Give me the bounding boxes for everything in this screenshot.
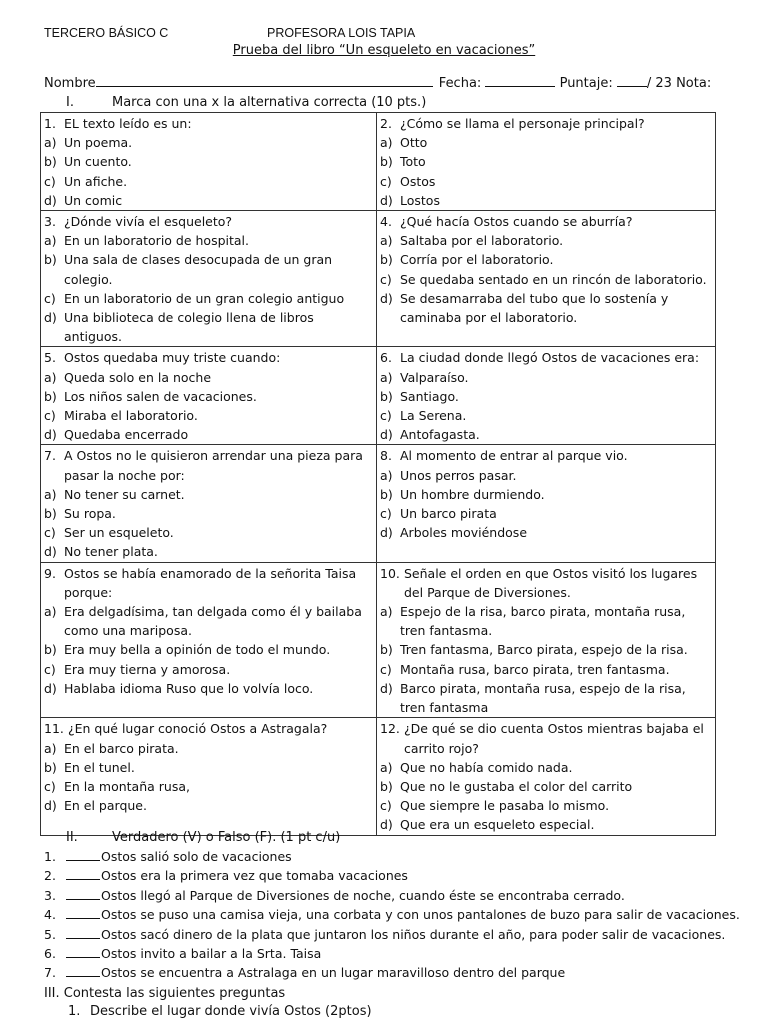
answer-option[interactable] xyxy=(380,523,712,542)
question-stem xyxy=(44,114,373,133)
option-letter: b) xyxy=(380,388,393,404)
option-text: En la montaña rusa, xyxy=(64,778,190,794)
section-2-heading xyxy=(66,830,340,845)
option-text: Un poema. xyxy=(64,135,133,151)
option-letter: c) xyxy=(44,408,56,424)
option-letter: a) xyxy=(44,233,57,249)
option-letter: c) xyxy=(44,290,56,306)
question-cell xyxy=(41,718,377,835)
option-letter: c) xyxy=(380,798,392,814)
option-letter: d) xyxy=(44,544,57,560)
question-text: La ciudad donde llegó Ostos de vacaciones era: xyxy=(400,350,700,366)
question-row xyxy=(41,718,716,835)
option-text: Miraba el laboratorio. xyxy=(64,408,198,424)
option-text: Quedaba encerrado xyxy=(64,427,189,443)
question-text: Ostos quedaba muy triste cuando: xyxy=(64,350,281,366)
option-text: Lostos xyxy=(400,192,440,208)
answer-option[interactable] xyxy=(44,368,373,387)
option-letter: c) xyxy=(44,661,56,677)
option-letter: d) xyxy=(44,798,57,814)
answer-option[interactable] xyxy=(44,796,373,815)
option-text: Tren fantasma, Barco pirata, espejo de la risa. xyxy=(400,642,688,658)
puntaje-total: / 23 xyxy=(646,76,672,91)
statement-text: Ostos llegó al Parque de Diversiones de noche, cuando éste se encontraba cerrado. xyxy=(101,887,625,903)
option-text: Santiago. xyxy=(400,388,459,404)
true-false-item xyxy=(44,849,292,864)
question-number: 7. xyxy=(44,448,56,464)
option-text: Era muy tierna y amorosa. xyxy=(64,661,231,677)
option-letter: c) xyxy=(380,173,392,189)
section-1-heading xyxy=(66,95,426,110)
option-letter: a) xyxy=(44,486,57,502)
question-number: 8. xyxy=(380,448,392,464)
answer-blank[interactable] xyxy=(66,907,100,919)
option-letter: b) xyxy=(380,778,393,794)
option-text: No tener su carnet. xyxy=(64,486,185,502)
question-cell xyxy=(377,718,716,835)
option-letter: b) xyxy=(380,486,393,502)
item-number: 2. xyxy=(44,868,56,884)
question-cell xyxy=(377,347,716,445)
option-text: Unos perros pasar. xyxy=(400,467,517,483)
answer-option[interactable] xyxy=(380,133,712,152)
option-text: Su ropa. xyxy=(64,506,116,522)
puntaje-label: Puntaje: xyxy=(559,76,613,91)
question-text: ¿Qué hacía Ostos cuando se aburría? xyxy=(400,214,633,230)
option-letter: d) xyxy=(44,310,57,326)
answer-option[interactable] xyxy=(44,133,373,152)
question-row xyxy=(41,211,716,347)
option-letter: c) xyxy=(380,408,392,424)
question-stem xyxy=(44,212,373,231)
option-letter: d) xyxy=(44,680,57,696)
answer-option[interactable] xyxy=(380,485,712,504)
question-number: 4. xyxy=(380,214,392,230)
option-letter: b) xyxy=(380,252,393,268)
multiple-choice-table xyxy=(40,112,716,836)
answer-option[interactable] xyxy=(380,679,712,717)
option-letter: a) xyxy=(44,740,57,756)
question-stem xyxy=(380,348,712,367)
answer-option[interactable] xyxy=(44,523,373,542)
section-3-heading: III. Contesta las siguientes preguntas xyxy=(44,986,286,1001)
option-text: Arboles moviéndose xyxy=(400,525,528,541)
option-text: Un afiche. xyxy=(64,173,128,189)
option-letter: d) xyxy=(380,680,393,696)
question-stem xyxy=(380,114,712,133)
puntaje-field[interactable] xyxy=(617,75,647,87)
answer-option[interactable] xyxy=(44,425,373,444)
option-letter: a) xyxy=(380,467,393,483)
true-false-item xyxy=(44,946,321,961)
option-letter: c) xyxy=(380,506,392,522)
question-number: 10. xyxy=(380,565,400,581)
answer-option[interactable] xyxy=(380,152,712,171)
question-number: 9. xyxy=(44,565,56,581)
option-letter: a) xyxy=(380,135,393,151)
question-text: Ostos se había enamorado de la señorita Taisa porque: xyxy=(64,565,357,600)
answer-option[interactable] xyxy=(380,602,712,640)
statement-text: Ostos salió solo de vacaciones xyxy=(101,849,292,864)
statement-text: Ostos sacó dinero de la plata que juntaron los niños durante el año, para poder salir de vacaciones. xyxy=(101,926,726,942)
option-text: Ostos xyxy=(400,173,436,189)
option-text: En el barco pirata. xyxy=(64,740,179,756)
question-stem xyxy=(44,446,373,484)
question-stem xyxy=(380,446,712,465)
option-text: Hablaba idioma Ruso que lo volvía loco. xyxy=(64,680,314,696)
question-stem xyxy=(380,212,712,231)
option-letter: d) xyxy=(44,427,57,443)
answer-option[interactable] xyxy=(44,172,373,191)
answer-option[interactable] xyxy=(44,387,373,406)
option-letter: d) xyxy=(380,427,393,443)
question-stem xyxy=(380,564,712,602)
option-text: Valparaíso. xyxy=(400,369,469,385)
answer-option[interactable] xyxy=(380,466,712,485)
nombre-field[interactable] xyxy=(96,75,433,87)
option-text: En un laboratorio de hospital. xyxy=(64,233,250,249)
statement-text: Ostos se encuentra a Astralaga en un lugar maravilloso dentro del parque xyxy=(101,965,566,981)
question-number: 1. xyxy=(44,116,56,131)
answer-option[interactable] xyxy=(44,152,373,171)
answer-blank[interactable] xyxy=(66,888,100,900)
question-text: A Ostos no le quisieron arrendar una pieza para pasar la noche por: xyxy=(64,448,363,483)
option-letter: c) xyxy=(380,271,392,287)
option-text: Que no había comido nada. xyxy=(400,759,573,775)
question-text: ¿Dónde vivía el esqueleto? xyxy=(64,214,233,230)
question-number: 3. xyxy=(44,214,56,230)
option-letter: d) xyxy=(380,192,393,208)
answer-option[interactable] xyxy=(44,640,373,659)
answer-option[interactable] xyxy=(380,387,712,406)
question-number: 11. xyxy=(44,721,64,737)
answer-blank[interactable] xyxy=(66,868,100,880)
true-false-item xyxy=(44,965,565,980)
option-text: Que era un esqueleto especial. xyxy=(400,817,595,833)
option-text: Corría por el laboratorio. xyxy=(400,252,554,268)
question-stem xyxy=(380,719,712,757)
statement-text: Ostos era la primera vez que tomaba vacaciones xyxy=(101,868,408,884)
option-text: Toto xyxy=(400,154,426,170)
answer-option[interactable] xyxy=(380,504,712,523)
answer-option[interactable] xyxy=(380,172,712,191)
option-letter: b) xyxy=(44,759,57,775)
question-cell xyxy=(377,445,716,562)
option-text: Montaña rusa, barco pirata, tren fantasma. xyxy=(400,661,670,677)
answer-option[interactable] xyxy=(380,815,712,834)
answer-option[interactable] xyxy=(44,660,373,679)
option-text: En un laboratorio de un gran colegio antiguo xyxy=(64,290,345,306)
option-letter: c) xyxy=(44,173,56,189)
answer-blank[interactable] xyxy=(66,849,100,861)
option-letter: a) xyxy=(380,233,393,249)
open-question-text: Describe el lugar donde vivía Ostos (2ptos) xyxy=(90,1004,372,1019)
section-1-instruction: Marca con una x la alternativa correcta (10 pts.) xyxy=(112,95,427,110)
question-cell xyxy=(377,113,716,211)
section-1-number: I. xyxy=(66,95,74,110)
true-false-item xyxy=(44,927,725,942)
option-text: Una sala de clases desocupada de un gran colegio. xyxy=(64,252,333,287)
option-text: Barco pirata, montaña rusa, espejo de la risa, tren fantasma xyxy=(400,680,686,716)
answer-option[interactable] xyxy=(380,640,712,659)
item-number: 3. xyxy=(44,887,56,903)
option-letter: b) xyxy=(44,154,57,170)
option-text: Espejo de la risa, barco pirata, montaña rusa, tren fantasma. xyxy=(400,604,686,639)
answer-option[interactable] xyxy=(44,308,373,346)
option-letter: a) xyxy=(44,135,57,151)
option-letter: b) xyxy=(44,388,57,404)
true-false-item xyxy=(44,907,740,922)
answer-option[interactable] xyxy=(380,368,712,387)
option-letter: c) xyxy=(44,778,56,794)
option-letter: d) xyxy=(380,290,393,306)
option-text: Era delgadísima, tan delgada como él y bailaba como una mariposa. xyxy=(64,604,362,639)
answer-option[interactable] xyxy=(44,485,373,504)
answer-blank[interactable] xyxy=(66,927,100,939)
answer-option[interactable] xyxy=(380,777,712,796)
question-cell xyxy=(41,347,377,445)
question-row xyxy=(41,113,716,211)
question-text: ¿En qué lugar conoció Ostos a Astragala? xyxy=(68,721,328,737)
question-text: EL texto leído es un: xyxy=(64,116,192,131)
answer-option[interactable] xyxy=(380,191,712,210)
question-row xyxy=(41,347,716,445)
true-false-item xyxy=(44,868,408,883)
option-letter: d) xyxy=(380,817,393,833)
option-letter: d) xyxy=(380,525,393,541)
answer-option[interactable] xyxy=(44,406,373,425)
question-text: Al momento de entrar al parque vio. xyxy=(400,448,628,464)
answer-option[interactable] xyxy=(44,250,373,288)
item-number: 1. xyxy=(44,849,56,864)
document-title: Prueba del libro “Un esqueleto en vacaciones” xyxy=(232,43,536,58)
question-cell xyxy=(377,562,716,718)
option-text: Ser un esqueleto. xyxy=(64,525,174,541)
answer-option[interactable] xyxy=(380,289,712,327)
item-number: 4. xyxy=(44,907,56,923)
statement-text: Ostos invito a bailar a la Srta. Taisa xyxy=(101,946,322,961)
item-number: 7. xyxy=(44,965,56,981)
option-text: Era muy bella a opinión de todo el mundo. xyxy=(64,642,331,658)
student-info-line xyxy=(44,75,724,91)
fecha-label: Fecha: xyxy=(438,76,482,91)
option-text: Se quedaba sentado en un rincón de laboratorio. xyxy=(400,271,707,287)
section-2-instruction: Verdadero (V) o Falso (F). (1 pt c/u) xyxy=(112,830,341,845)
question-cell xyxy=(41,445,377,562)
question-number: 2. xyxy=(380,116,392,131)
option-letter: d) xyxy=(44,192,57,208)
answer-option[interactable] xyxy=(380,425,712,444)
answer-option[interactable] xyxy=(44,758,373,777)
answer-option[interactable] xyxy=(44,602,373,640)
option-text: Un barco pirata xyxy=(400,506,497,522)
answer-blank[interactable] xyxy=(66,946,100,958)
question-stem xyxy=(44,564,373,602)
option-text: Queda solo en la noche xyxy=(64,369,212,385)
option-letter: b) xyxy=(44,506,57,522)
nota-label: Nota: xyxy=(676,76,712,91)
option-letter: a) xyxy=(44,604,57,620)
question-number: 5. xyxy=(44,350,56,366)
option-text: Saltaba por el laboratorio. xyxy=(400,233,564,249)
question-text: ¿Cómo se llama el personaje principal? xyxy=(400,116,645,131)
answer-option[interactable] xyxy=(380,796,712,815)
option-letter: c) xyxy=(380,661,392,677)
fecha-field[interactable] xyxy=(485,75,555,87)
question-cell xyxy=(41,562,377,718)
answer-blank[interactable] xyxy=(66,965,100,977)
question-row xyxy=(41,445,716,562)
option-text: Antofagasta. xyxy=(400,427,480,443)
option-text: Que no le gustaba el color del carrito xyxy=(400,778,633,794)
option-text: Una biblioteca de colegio llena de libros antiguos. xyxy=(64,310,314,345)
option-letter: b) xyxy=(380,154,393,170)
question-cell xyxy=(41,211,377,347)
option-text: Se desamarraba del tubo que lo sostenía y caminaba por el laboratorio. xyxy=(400,290,669,326)
option-letter: a) xyxy=(380,604,393,620)
answer-option[interactable] xyxy=(44,777,373,796)
answer-option[interactable] xyxy=(44,542,373,561)
option-text: La Serena. xyxy=(400,408,467,424)
option-text: Un comic xyxy=(64,192,123,208)
question-number: 6. xyxy=(380,350,392,366)
option-text: En el parque. xyxy=(64,798,147,814)
section-2-number: II. xyxy=(66,830,78,845)
option-text: No tener plata. xyxy=(64,544,158,560)
answer-option[interactable] xyxy=(44,191,373,210)
statement-text: Ostos se puso una camisa vieja, una corbata y con unos pantalones de buzo para salir de vacaciones. xyxy=(101,907,740,923)
answer-option[interactable] xyxy=(380,250,712,269)
option-letter: a) xyxy=(380,759,393,775)
option-letter: c) xyxy=(44,525,56,541)
option-letter: a) xyxy=(44,369,57,385)
answer-option[interactable] xyxy=(44,739,373,758)
answer-option[interactable] xyxy=(380,231,712,250)
answer-option[interactable] xyxy=(44,231,373,250)
question-number: 12. xyxy=(380,721,400,737)
option-text: Los niños salen de vacaciones. xyxy=(64,388,257,404)
question-text: Señale el orden en que Ostos visitó los lugares del Parque de Diversiones. xyxy=(404,565,698,600)
question-stem xyxy=(44,719,373,738)
answer-option[interactable] xyxy=(380,270,712,289)
item-number: 6. xyxy=(44,946,56,961)
true-false-item xyxy=(44,888,625,903)
option-text: Un cuento. xyxy=(64,154,132,170)
item-number: 5. xyxy=(44,926,56,942)
answer-option[interactable] xyxy=(44,504,373,523)
option-letter: b) xyxy=(44,252,57,268)
option-text: En el tunel. xyxy=(64,759,135,775)
nombre-label: Nombre xyxy=(44,76,96,91)
answer-option[interactable] xyxy=(380,758,712,777)
open-question xyxy=(68,1004,372,1019)
teacher-label: PROFESORA LOIS TAPIA xyxy=(267,26,416,40)
course-label: TERCERO BÁSICO C xyxy=(44,26,169,40)
answer-option[interactable] xyxy=(380,406,712,425)
answer-option[interactable] xyxy=(44,289,373,308)
option-text: Un hombre durmiendo. xyxy=(400,486,545,502)
option-letter: b) xyxy=(44,642,57,658)
question-row xyxy=(41,562,716,718)
question-text: ¿De qué se dio cuenta Ostos mientras bajaba el carrito rojo? xyxy=(404,721,704,756)
answer-option[interactable] xyxy=(380,660,712,679)
question-cell xyxy=(41,113,377,211)
question-stem xyxy=(44,348,373,367)
option-text: Otto xyxy=(400,135,428,151)
question-cell xyxy=(377,211,716,347)
open-question-number: 1. xyxy=(68,1004,81,1019)
option-text: Que siempre le pasaba lo mismo. xyxy=(400,798,610,814)
option-letter: b) xyxy=(380,642,393,658)
answer-option[interactable] xyxy=(44,679,373,698)
option-letter: a) xyxy=(380,369,393,385)
